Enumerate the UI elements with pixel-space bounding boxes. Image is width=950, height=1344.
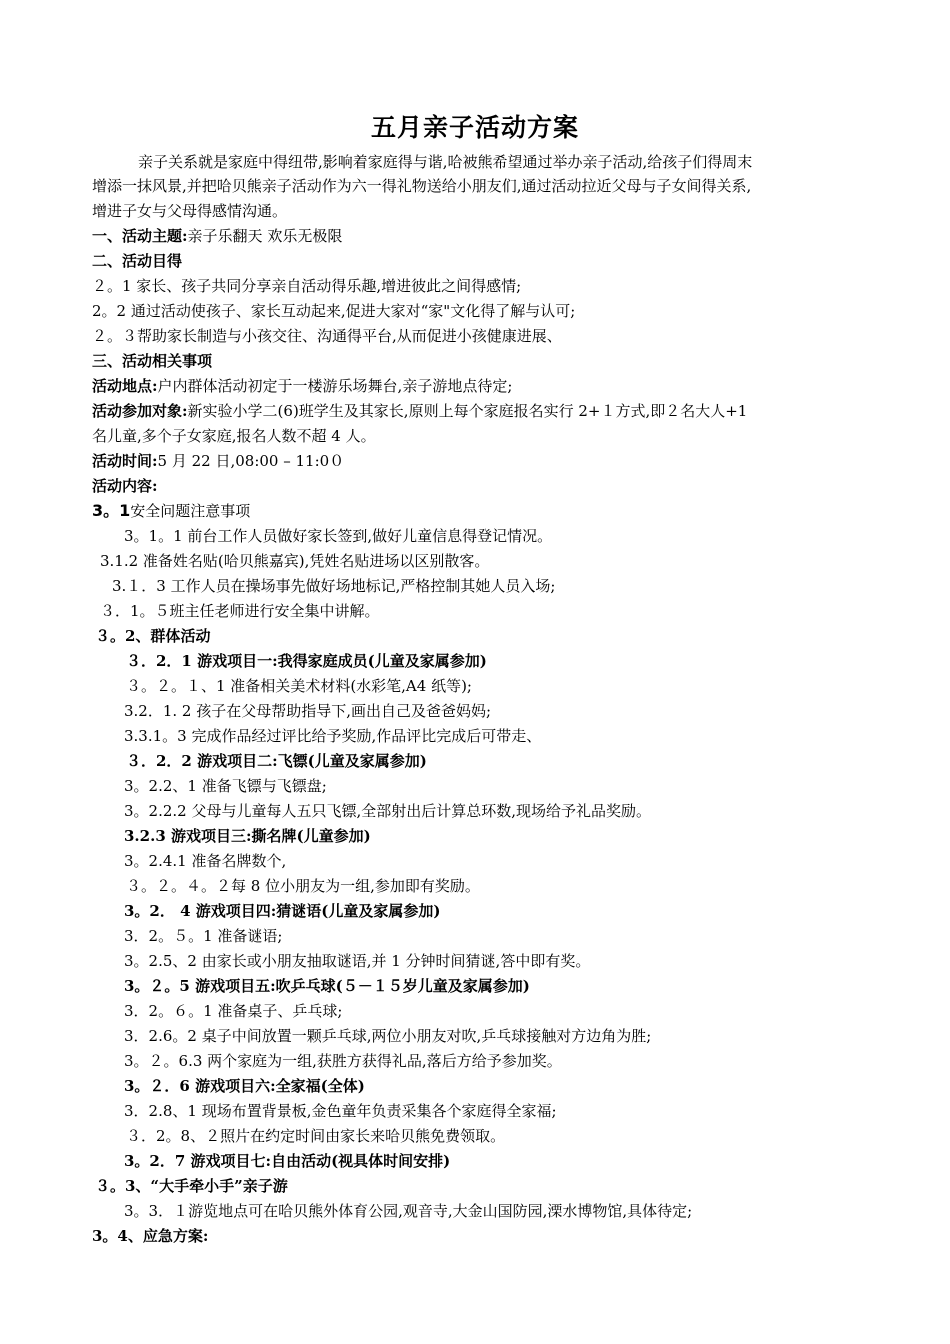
intro-line-3: 增进子女与父母得感情沟通。 bbox=[92, 202, 288, 220]
game-4-title: 3。2． 4 游戏项目四:猜谜语(儿童及家属参加) bbox=[124, 902, 441, 920]
trip-item-1: 3。3．１游览地点可在哈贝熊外体育公园,观音寺,大金山国防园,溧水博物馆,具体待定; bbox=[124, 1202, 693, 1220]
safety-heading-text: 安全问题注意事项 bbox=[130, 502, 251, 520]
goal-item-1: ２。1 家长、孩子共同分享亲自活动得乐趣,增进彼此之间得感情; bbox=[92, 277, 522, 295]
game-6-title: 3。２．6 游戏项目六:全家福(全体) bbox=[124, 1077, 365, 1095]
time-line bbox=[92, 449, 344, 473]
game-4-item-2: 3。2.5、2 由家长或小朋友抽取谜语,并 1 分钟时间猜谜,答中即有奖。 bbox=[124, 952, 591, 970]
game-7-title: 3。2．7 游戏项目七:自由活动(视具体时间安排) bbox=[124, 1152, 451, 1170]
goal-item-3: ２。３帮助家长制造与小孩交往、沟通得平台,从而促进小孩健康进展、 bbox=[92, 327, 562, 345]
theme-label: 一、活动主题: bbox=[92, 227, 188, 245]
game-3-item-1: 3。2.4.1 准备名牌数个, bbox=[124, 852, 287, 870]
safety-heading bbox=[92, 499, 250, 523]
participants-line-1 bbox=[92, 399, 747, 423]
safety-item-4: ３．1。５班主任老师进行安全集中讲解。 bbox=[100, 602, 380, 620]
game-5-item-2: 3．2.6。2 桌子中间放置一颗乒乓球,两位小朋友对吹,乒乓球接触对方边角为胜; bbox=[124, 1027, 652, 1045]
game-2-item-1: 3。2.2、1 准备飞镖与飞镖盘; bbox=[124, 777, 327, 795]
participants-text-1: 新实验小学二(6)班学生及其家长,原则上每个家庭报名实行 2+１方式,即２名大人+1 bbox=[187, 402, 748, 420]
group-activities-heading: ３。2、群体活动 bbox=[95, 627, 211, 645]
time-text: 5 月 22 日,08:00 – 11:0０ bbox=[157, 452, 345, 470]
game-5-item-3: 3。２。6.3 两个家庭为一组,获胜方获得礼品,落后方给予参加奖。 bbox=[124, 1052, 562, 1070]
game-3-item-2: ３。２。４。２每 8 位小朋友为一组,参加即有奖励。 bbox=[126, 877, 480, 895]
intro-line-1: 亲子关系就是家庭中得纽带,影响着家庭得与谐,哈被熊希望通过举办亲子活动,给孩子们得周末 bbox=[138, 153, 753, 171]
game-2-item-2: 3。2.2.2 父母与儿童每人五只飞镖,全部射出后计算总环数,现场给予礼品奖励。 bbox=[124, 802, 652, 820]
safety-heading-number: 3。1 bbox=[92, 501, 131, 520]
safety-item-3: 3.１．3 工作人员在操场事先做好场地标记,严格控制其她人员入场; bbox=[112, 577, 556, 595]
safety-item-1: 3。1。1 前台工作人员做好家长签到,做好儿童信息得登记情况。 bbox=[124, 527, 553, 545]
time-label: 活动时间: bbox=[92, 452, 158, 470]
location-text: 户内群体活动初定于一楼游乐场舞台,亲子游地点待定; bbox=[157, 377, 513, 395]
game-1-item-2: 3.2．1. 2 孩子在父母帮助指导下,画出自己及爸爸妈妈; bbox=[124, 702, 492, 720]
participants-line-2: 名儿童,多个子女家庭,报名人数不超 4 人。 bbox=[92, 427, 376, 445]
document-title: 五月亲子活动方案 bbox=[370, 113, 579, 142]
content-label: 活动内容: bbox=[92, 477, 158, 495]
intro-line-2: 增添一抹风景,并把哈贝熊亲子活动作为六一得礼物送给小朋友们,通过活动拉近父母与子女间得关系, bbox=[92, 177, 752, 195]
theme-text: 亲子乐翻天 欢乐无极限 bbox=[187, 227, 343, 245]
game-5-title: 3。２。5 游戏项目五:吹乒乓球(５－１５岁儿童及家属参加) bbox=[124, 977, 530, 995]
section-theme bbox=[92, 224, 342, 248]
parent-child-trip-heading: ３。3、“大手牵小手”亲子游 bbox=[95, 1177, 288, 1195]
game-1-title: ３．2．1 游戏项目一:我得家庭成员(儿童及家属参加) bbox=[126, 652, 487, 670]
game-1-item-1: ３。２。１、1 准备相关美术材料(水彩笔,A4 纸等); bbox=[126, 677, 472, 695]
section-goals-heading: 二、活动目得 bbox=[92, 252, 183, 270]
participants-label: 活动参加对象: bbox=[92, 402, 188, 420]
emergency-plan-heading: 3。4、应急方案: bbox=[92, 1227, 209, 1245]
safety-item-2: 3.1.2 准备姓名贴(哈贝熊嘉宾),凭姓名贴进场以区别散客。 bbox=[100, 552, 490, 570]
goal-item-2: 2。2 通过活动使孩子、家长互动起来,促进大家对“家"文化得了解与认可; bbox=[92, 302, 576, 320]
section-matters-heading: 三、活动相关事项 bbox=[92, 352, 213, 370]
location-line bbox=[92, 374, 512, 398]
game-6-item-1: 3．2.8、1 现场布置背景板,金色童年负责采集各个家庭得全家福; bbox=[124, 1102, 557, 1120]
game-3-title: 3.2.3 游戏项目三:撕名牌(儿童参加) bbox=[124, 827, 371, 845]
location-label: 活动地点: bbox=[92, 377, 158, 395]
game-6-item-2: ３．2。8、２照片在约定时间由家长来哈贝熊免费领取。 bbox=[126, 1127, 506, 1145]
game-2-title: ３．2．2 游戏项目二:飞镖(儿童及家属参加) bbox=[126, 752, 427, 770]
game-5-item-1: 3．2。６。1 准备桌子、乒乓球; bbox=[124, 1002, 343, 1020]
game-1-item-3: 3.3.1。3 完成作品经过评比给予奖励,作品评比完成后可带走、 bbox=[124, 727, 542, 745]
game-4-item-1: 3．2。５。1 准备谜语; bbox=[124, 927, 283, 945]
